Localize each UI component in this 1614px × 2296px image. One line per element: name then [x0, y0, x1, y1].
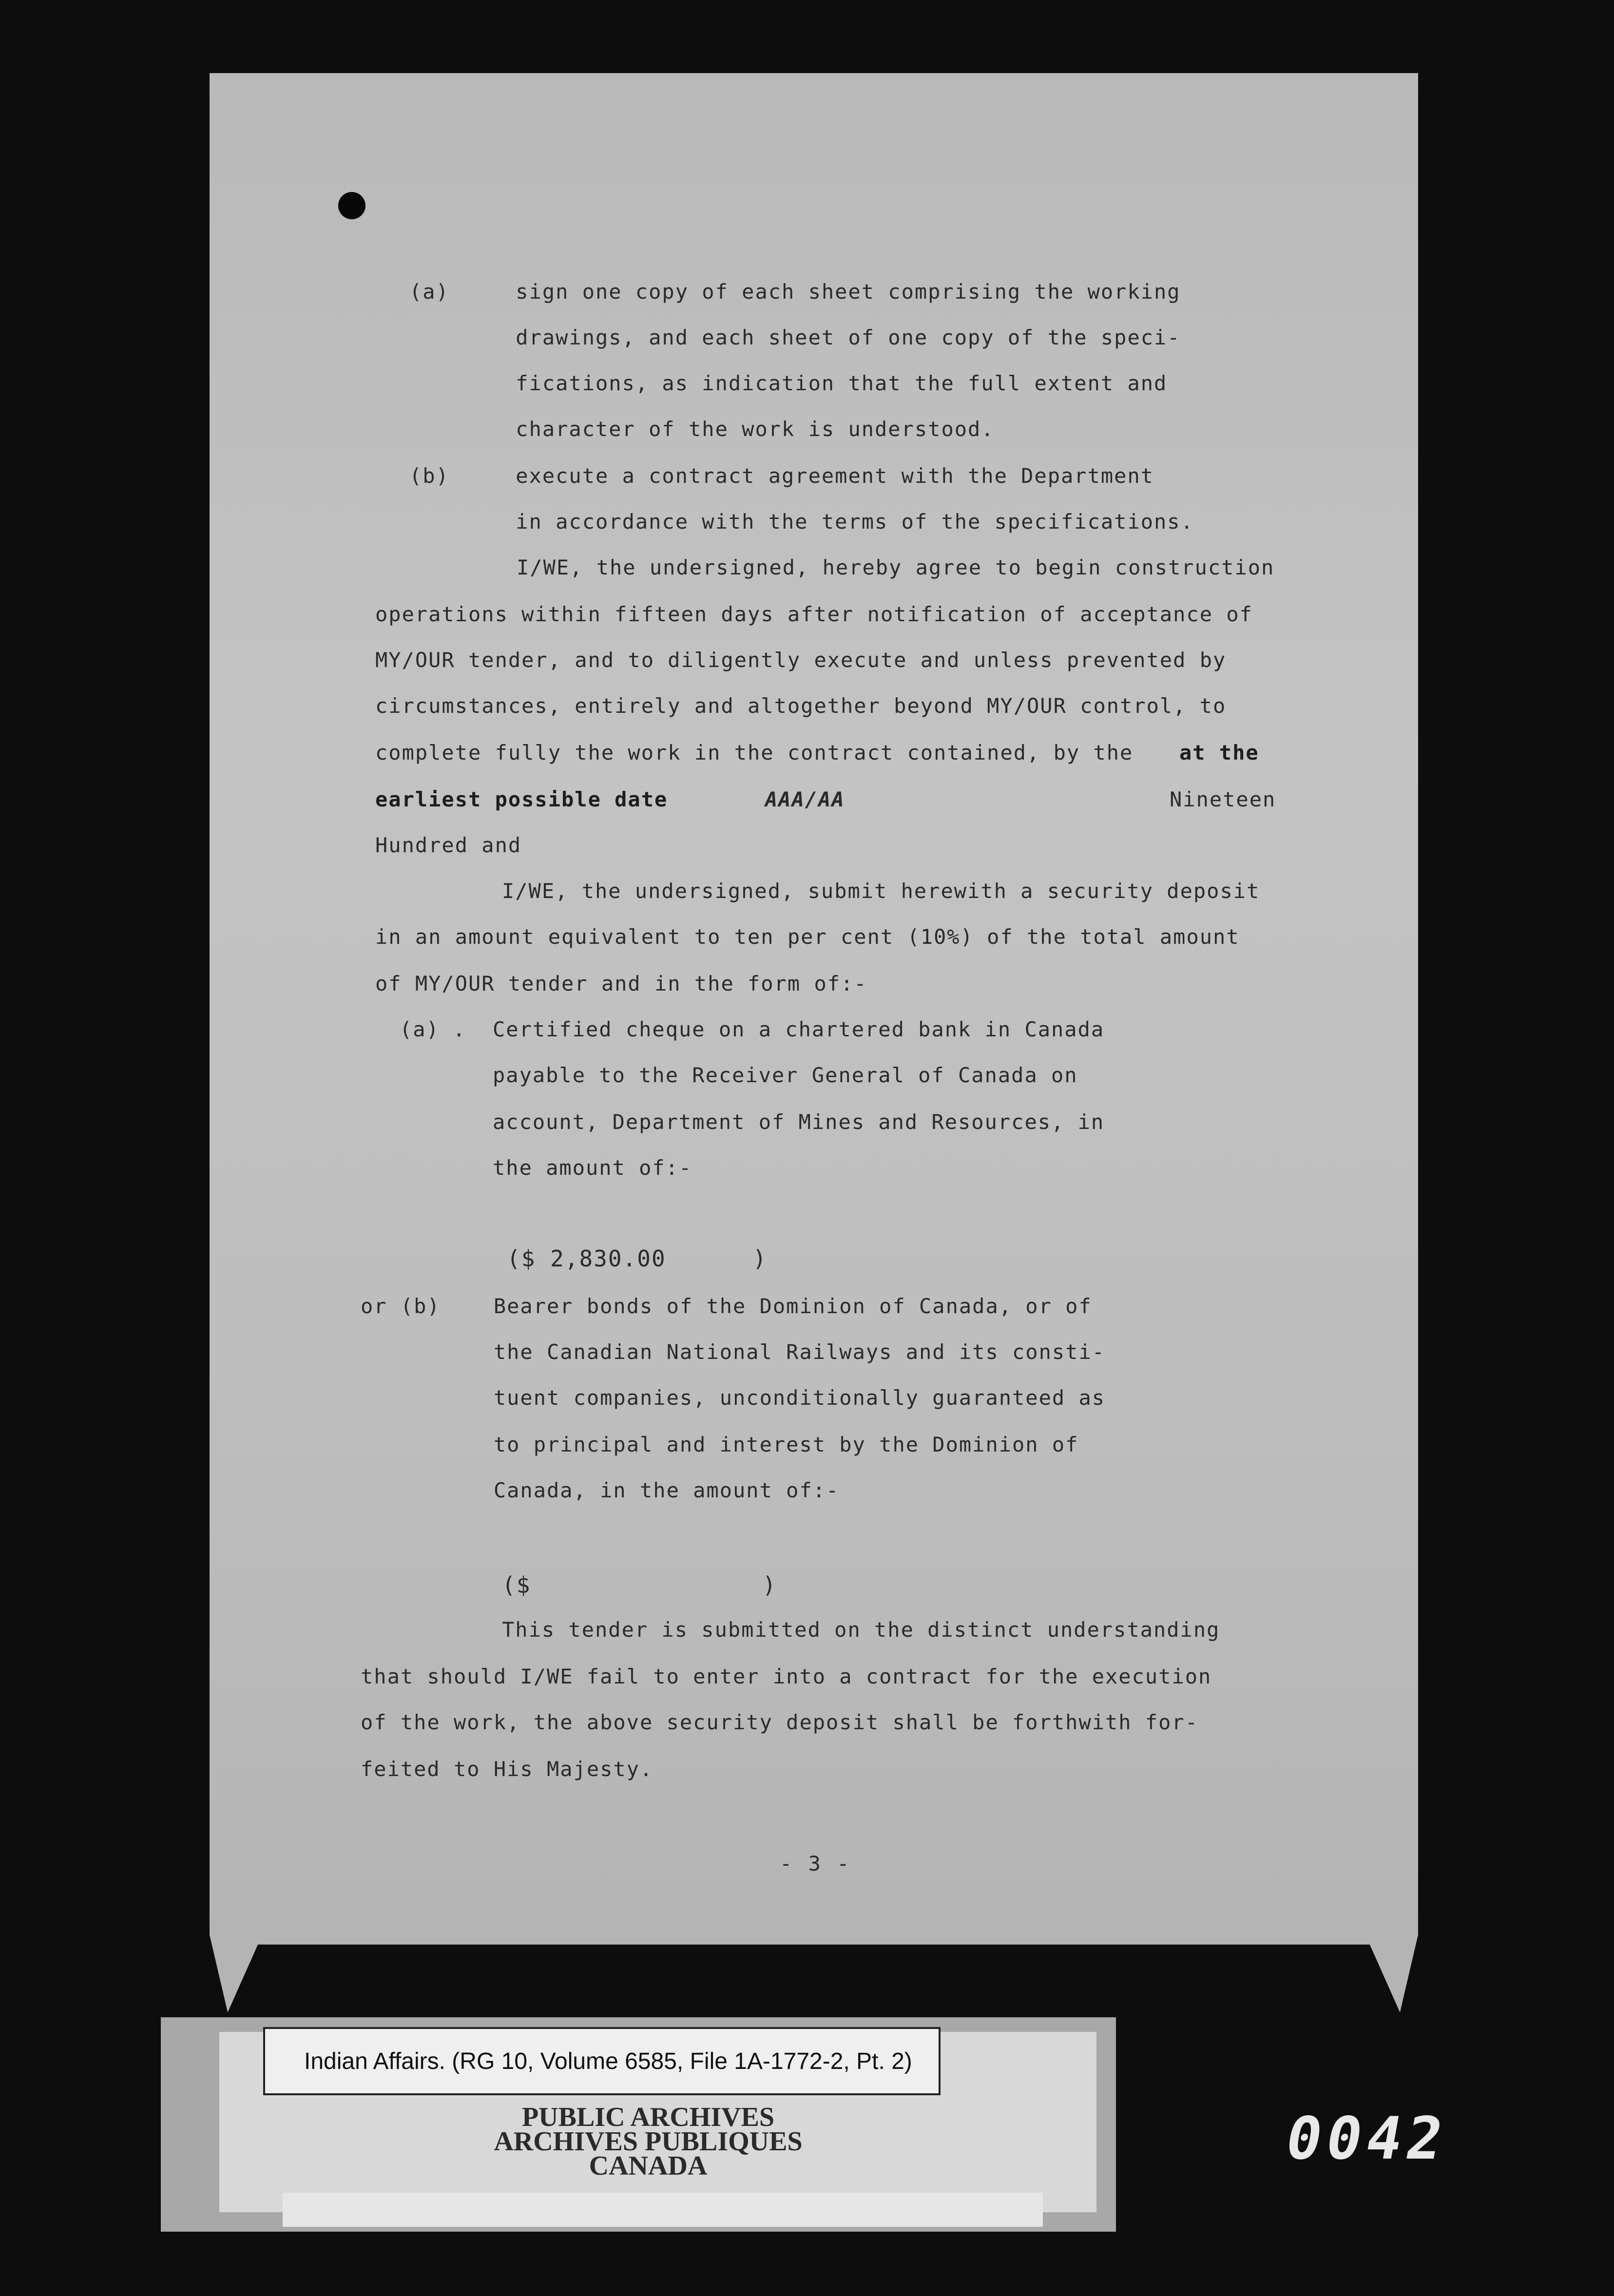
- text-line: in an amount equivalent to ten per cent (10%) of the total amount: [375, 925, 1240, 949]
- text-line: Nineteen: [1170, 787, 1276, 811]
- inserted-phrase: at the: [1179, 741, 1259, 765]
- struck-mark: AAA/AA: [765, 787, 845, 811]
- text-line: payable to the Receiver General of Canada on: [400, 1063, 1078, 1087]
- archive-reference-text: Indian Affairs. (RG 10, Volume 6585, File 1A-1772-2, Pt. 2): [304, 2048, 912, 2074]
- text-line: Canada, in the amount of:-: [361, 1478, 840, 1502]
- cheque-amount: ($ 2,830.00 ): [507, 1245, 768, 1272]
- text-line: fications, as indication that the full extent and: [409, 371, 1168, 395]
- text-line: (b) execute a contract agreement with the Department: [409, 464, 1154, 488]
- frame-number: 0042: [1280, 2105, 1453, 2173]
- text-line: I/WE, the undersigned, submit herewith a security deposit: [502, 879, 1260, 903]
- text-line: I/WE, the undersigned, hereby agree to begin construction: [517, 555, 1275, 579]
- stamp-line: CANADA: [589, 2151, 708, 2181]
- text-line: complete fully the work in the contract contained, by the: [375, 741, 1134, 765]
- text-line: or (b) Bearer bonds of the Dominion of Canada, or of: [361, 1294, 1092, 1318]
- text-line: feited to His Majesty.: [361, 1757, 653, 1781]
- text-line: This tender is submitted on the distinct understanding: [502, 1618, 1220, 1642]
- inserted-phrase: earliest possible date: [375, 787, 668, 811]
- text-line: account, Department of Mines and Resources, in: [400, 1110, 1105, 1134]
- archive-reference: [263, 2027, 941, 2095]
- text-line: Hundred and: [375, 833, 522, 857]
- text-line: of the work, the above security deposit shall be forthwith for-: [361, 1710, 1199, 1734]
- stamp-line: ARCHIVES PUBLIQUES: [494, 2126, 803, 2157]
- text-line: character of the work is understood.: [409, 417, 995, 441]
- text-line: to principal and interest by the Dominion of: [361, 1433, 1079, 1456]
- punch-hole: [338, 192, 365, 219]
- bond-amount: ($ ): [502, 1572, 777, 1598]
- archives-stamp: [429, 2102, 867, 2181]
- text-line: (a) sign one copy of each sheet comprising the working: [409, 280, 1181, 304]
- text-line: the amount of:-: [400, 1156, 692, 1180]
- text-line: MY/OUR tender, and to diligently execute and unless prevented by: [375, 648, 1227, 672]
- label-bottom-strip: [283, 2193, 1043, 2227]
- text-line: that should I/WE fail to enter into a contract for the execution: [361, 1665, 1212, 1688]
- text-line: circumstances, entirely and altogether beyond MY/OUR control, to: [375, 694, 1227, 718]
- text-line: (a) . Certified cheque on a chartered bank in Canada: [400, 1017, 1105, 1041]
- text-line: tuent companies, unconditionally guaranteed as: [361, 1386, 1106, 1410]
- text-line: of MY/OUR tender and in the form of:-: [375, 972, 867, 995]
- stamp-line: PUBLIC ARCHIVES: [521, 2102, 775, 2132]
- text-line: the Canadian National Railways and its consti-: [361, 1340, 1106, 1364]
- text-line: operations within fifteen days after notification of acceptance of: [375, 602, 1253, 626]
- text-line: drawings, and each sheet of one copy of the speci-: [409, 325, 1181, 349]
- page-number: - 3 -: [780, 1852, 851, 1875]
- text-line: in accordance with the terms of the specifications.: [409, 510, 1194, 534]
